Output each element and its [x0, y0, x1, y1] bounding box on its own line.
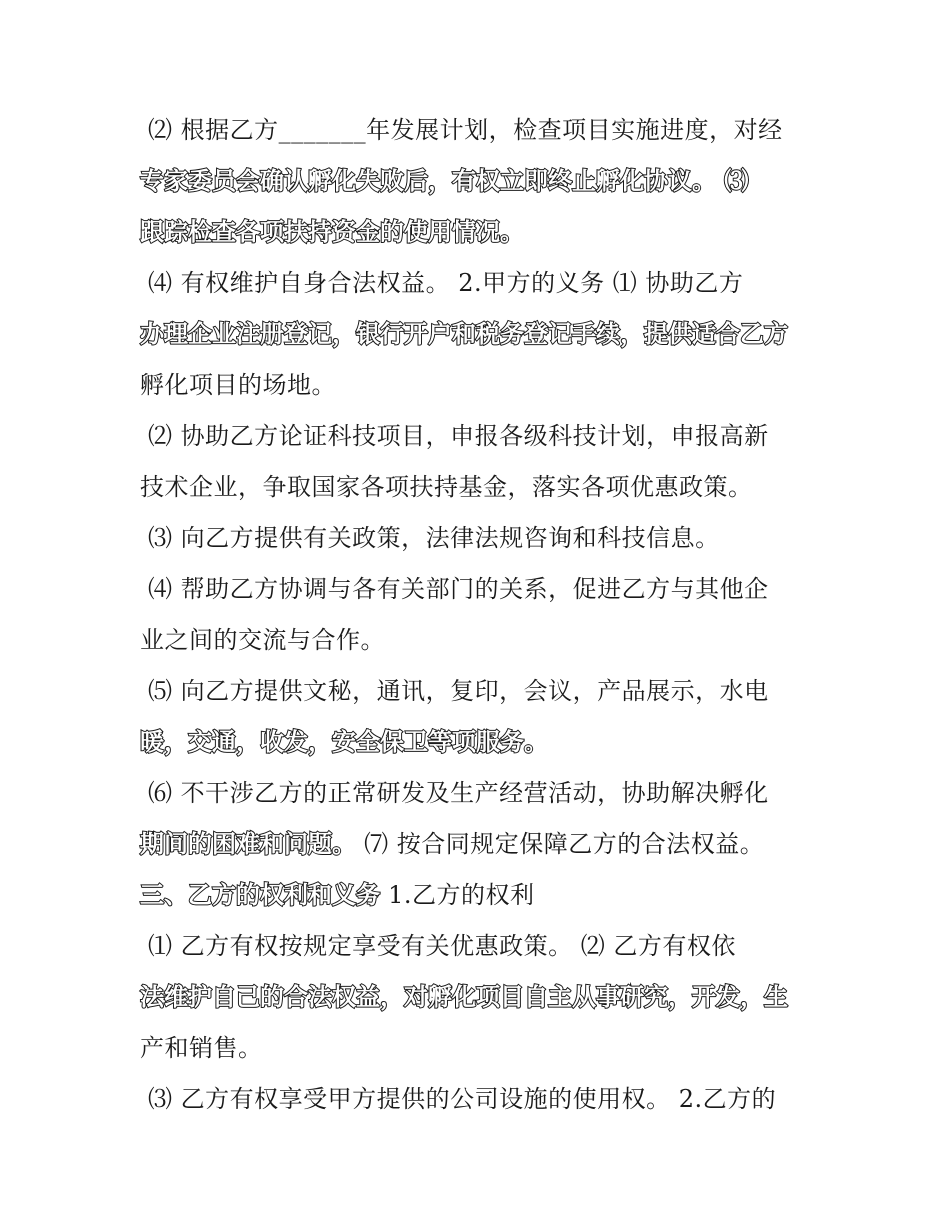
paragraph-line: ⑴ 乙方有权按规定享受有关优惠政策。 ⑵ 乙方有权依 [148, 932, 736, 960]
stylized-segment: 期间的困难和问题。 [140, 830, 356, 858]
paragraph-line-stylized: 暖，交通，收发，安全保卫等项服务。 [140, 728, 548, 756]
paragraph-line-stylized: 法维护自己的合法权益，对孵化项目自主从事研究，开发，生 [140, 983, 788, 1011]
paragraph-line: ⑵ 根据乙方_______年发展计划，检查项目实施进度，对经 [148, 116, 783, 144]
section-heading: 三、乙方的权利和义务 [140, 881, 380, 909]
paragraph-line: ⑸ 向乙方提供文秘，通讯，复印，会议，产品展示，水电 [148, 677, 769, 705]
paragraph-line: 产和销售。 [140, 1034, 263, 1062]
paragraph-line-mixed [140, 829, 764, 859]
paragraph-line: 技术企业，争取国家各项扶持基金，落实各项优惠政策。 [140, 473, 753, 501]
paragraph-line: ⑶ 乙方有权享受甲方提供的公司设施的使用权。 2.乙方的 [148, 1085, 777, 1113]
paragraph-line: ⑹ 不干涉乙方的正常研发及生产经营活动，协助解决孵化 [148, 779, 769, 807]
paragraph-line: 孵化项目的场地。 [140, 371, 336, 399]
paragraph-line-stylized: 办理企业注册登记，银行开户和税务登记手续，提供适合乙方 [140, 320, 788, 348]
paragraph-line: 业之间的交流与合作。 [140, 626, 385, 654]
plain-segment: ⑺ 按合同规定保障乙方的合法权益。 [356, 830, 765, 858]
paragraph-line-stylized: 跟踪检查各项扶持资金的使用情况。 [140, 218, 524, 246]
paragraph-line-stylized: 专家委员会确认孵化失败后，有权立即终止孵化协议。 ⑶ [140, 167, 749, 195]
paragraph-line: ⑷ 有权维护自身合法权益。 2.甲方的义务 ⑴ 协助乙方 [148, 269, 744, 297]
paragraph-line: ⑷ 帮助乙方协调与各有关部门的关系，促进乙方与其他企 [148, 575, 769, 603]
paragraph-line: ⑶ 向乙方提供有关政策，法律法规咨询和科技信息。 [148, 524, 720, 552]
section-heading-line [140, 880, 535, 910]
paragraph-line: ⑵ 协助乙方论证科技项目，申报各级科技计划，申报高新 [148, 422, 769, 450]
subsection-heading: 1.乙方的权利 [380, 881, 535, 909]
